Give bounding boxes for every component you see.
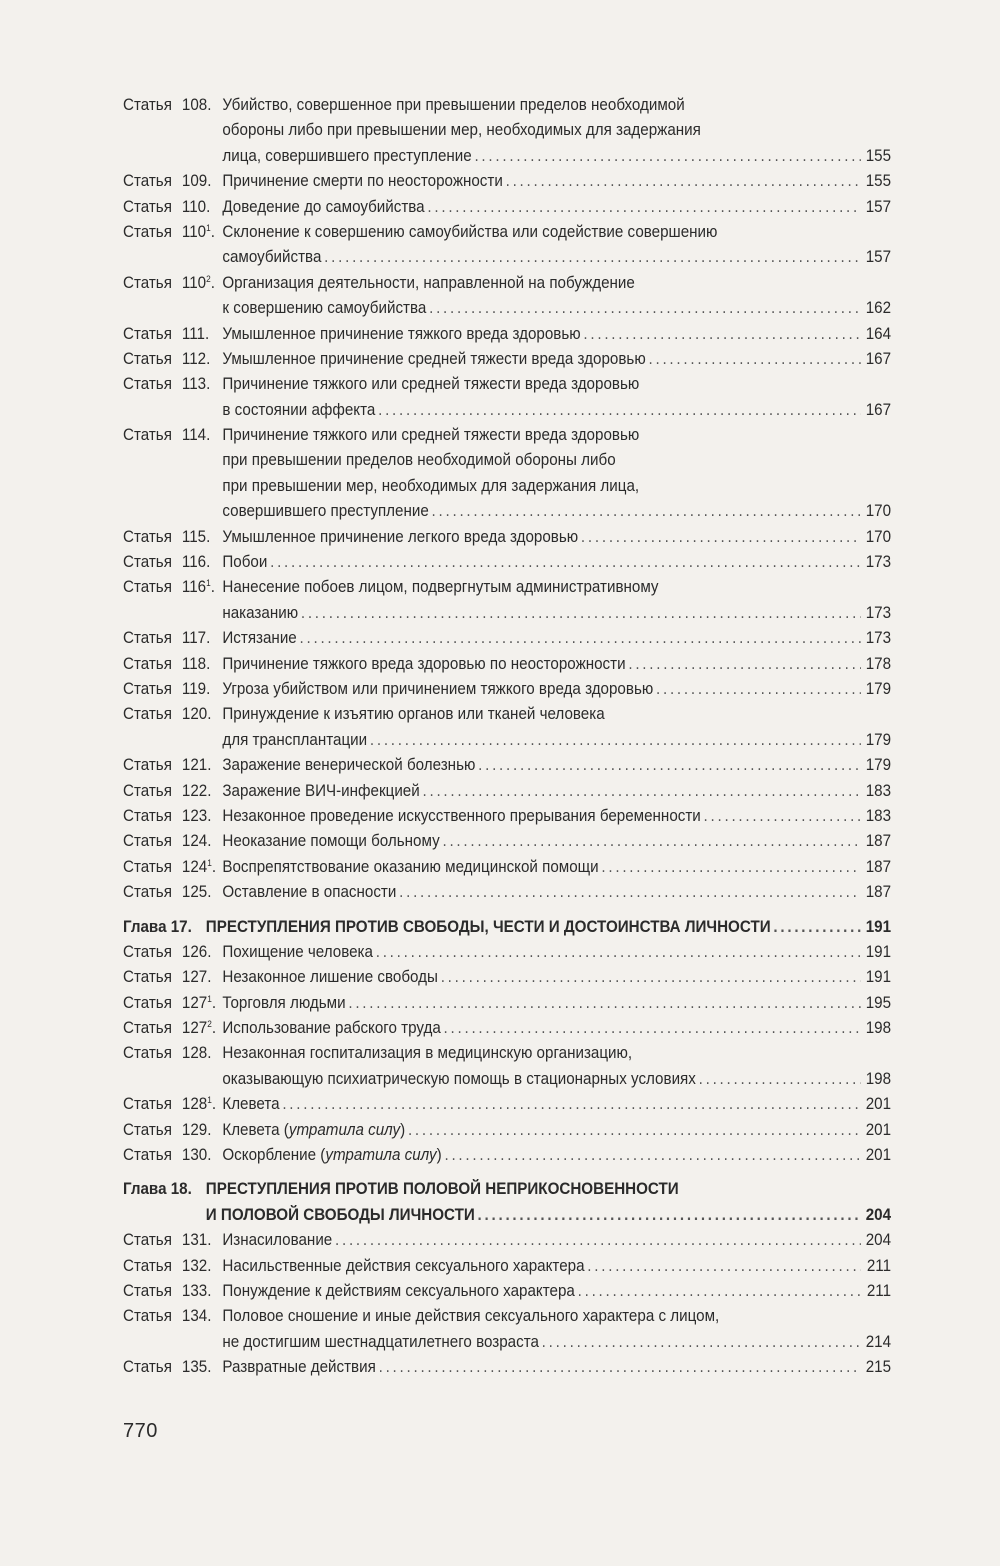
dot-leader — [408, 1118, 861, 1143]
toc-line — [123, 144, 891, 169]
article-title: Принуждение к изъятию органов или тканей человека — [222, 705, 605, 724]
toc-entry[interactable] — [123, 93, 891, 169]
article-title: Доведение до самоубийства — [222, 197, 425, 216]
dot-leader — [648, 347, 860, 372]
page-ref[interactable]: 201 — [865, 1120, 892, 1139]
article-title: Насильственные действия сексуального характера — [222, 1256, 585, 1275]
article-title: Нанесение побоев лицом, подвергнутым административному — [222, 578, 659, 597]
toc-entry[interactable] — [123, 575, 891, 626]
page-ref[interactable]: 178 — [865, 654, 892, 673]
article-label: Статья — [123, 781, 172, 800]
dot-leader — [506, 169, 861, 194]
dot-leader — [399, 880, 861, 905]
article-label: Статья — [123, 324, 172, 343]
article-number: 110. — [181, 197, 211, 216]
article-title: Убийство, совершенное при превышении пределов необходимой — [222, 96, 685, 114]
page-ref[interactable]: 164 — [865, 324, 892, 343]
article-title: Понуждение к действиям сексуального характера — [222, 1281, 575, 1300]
article-title: обороны либо при превышении мер, необходимых для задержания — [222, 121, 701, 140]
chapter-title: ПРЕСТУПЛЕНИЯ ПРОТИВ ПОЛОВОЙ НЕПРИКОСНОВЕННОСТИ — [205, 1180, 679, 1199]
toc-entry[interactable] — [123, 677, 891, 702]
page-ref[interactable]: 157 — [865, 248, 892, 267]
toc-line — [123, 220, 891, 245]
table-of-contents — [123, 93, 891, 1381]
dot-leader — [656, 677, 861, 702]
article-title: к совершению самоубийства — [222, 299, 427, 318]
article-label: Статья — [123, 968, 172, 987]
article-number-superscript: 1 — [207, 857, 212, 868]
article-label: Статья — [123, 1120, 172, 1139]
toc-entry[interactable] — [123, 195, 891, 220]
article-number-superscript: 1 — [206, 578, 211, 589]
toc-entry[interactable] — [123, 550, 891, 575]
chapter-label: Глава 17. — [123, 917, 192, 936]
toc-entry[interactable] — [123, 779, 891, 804]
dot-leader — [628, 652, 860, 677]
article-label: Статья — [123, 172, 172, 191]
article-label: Статья — [123, 1044, 172, 1063]
dot-leader — [773, 915, 860, 940]
dot-leader — [301, 601, 861, 626]
toc-line — [123, 322, 891, 347]
article-number: 126. — [181, 942, 212, 961]
dot-leader — [348, 991, 860, 1016]
article-title: при превышении пределов необходимой обороны либо — [222, 451, 616, 470]
toc-line — [123, 1143, 891, 1168]
dot-leader — [478, 1203, 861, 1228]
article-number: 118. — [181, 654, 211, 673]
toc-line — [123, 702, 891, 727]
page-ref[interactable]: 162 — [865, 299, 892, 318]
toc-entry[interactable] — [123, 829, 891, 854]
toc-entry[interactable] — [123, 1254, 891, 1279]
toc-entry[interactable] — [123, 271, 891, 322]
toc-entry[interactable] — [123, 1143, 891, 1168]
article-label: Статья — [123, 222, 172, 241]
article-title: Оставление в опасности — [222, 883, 397, 902]
article-number: 131. — [181, 1231, 212, 1250]
article-label: Статья — [123, 756, 172, 775]
article-title: Склонение к совершению самоубийства или содействие совершению — [222, 222, 718, 241]
toc-line — [123, 1041, 891, 1066]
page-ref[interactable]: 179 — [865, 756, 892, 775]
article-number: 121. — [181, 756, 212, 775]
article-number: 130. — [181, 1146, 212, 1165]
article-title: самоубийства — [222, 248, 322, 267]
toc-entry[interactable] — [123, 880, 891, 905]
toc-entry[interactable] — [123, 965, 891, 990]
page-ref[interactable]: 155 — [865, 172, 892, 191]
article-title: Клевета — [222, 1120, 280, 1139]
toc-entry[interactable] — [123, 626, 891, 651]
toc-entry[interactable] — [123, 652, 891, 677]
article-title: Использование рабского труда — [222, 1019, 441, 1038]
article-number: $124^1$. — [181, 857, 217, 876]
article-label: Статья — [123, 1358, 172, 1377]
toc-entry[interactable] — [123, 347, 891, 372]
page-ref[interactable]: 170 — [865, 502, 892, 521]
toc-entry[interactable] — [123, 702, 891, 753]
toc-entry[interactable] — [123, 1279, 891, 1304]
page-ref[interactable]: 211 — [866, 1281, 892, 1300]
article-label: Статья — [123, 654, 172, 673]
article-number: 124. — [181, 832, 212, 851]
toc-entry[interactable] — [123, 1355, 891, 1380]
toc-line — [123, 626, 891, 651]
article-number: 129. — [181, 1120, 212, 1139]
article-number: 125. — [181, 883, 212, 902]
dot-leader — [376, 940, 861, 965]
article-label: Статья — [123, 273, 172, 292]
article-label: Статья — [123, 426, 172, 445]
article-label: Статья — [123, 553, 172, 572]
dot-leader — [581, 525, 861, 550]
article-title: Развратные действия — [222, 1358, 376, 1377]
dot-leader — [270, 550, 861, 575]
page-ref[interactable]: 214 — [865, 1332, 892, 1351]
article-label: Статья — [123, 1281, 172, 1300]
page-ref[interactable]: 167 — [865, 349, 892, 368]
article-number: $127^2$. — [181, 1019, 217, 1038]
toc-entry[interactable] — [123, 1092, 891, 1117]
toc-line — [123, 677, 891, 702]
dot-leader — [370, 728, 861, 753]
page-ref[interactable]: 191 — [865, 917, 892, 936]
page-ref[interactable]: 215 — [865, 1358, 892, 1377]
article-title: Истязание — [222, 629, 297, 648]
page-ref[interactable]: 195 — [865, 993, 892, 1012]
article-label: Статья — [123, 679, 172, 698]
toc-entry[interactable] — [123, 525, 891, 550]
page-ref[interactable]: 183 — [865, 781, 892, 800]
dot-leader — [583, 322, 860, 347]
toc-line — [123, 991, 891, 1016]
article-title: Воспрепятствование оказанию медицинской помощи — [222, 857, 599, 876]
toc-line — [123, 398, 891, 423]
toc-line — [123, 372, 891, 397]
article-title: для трансплантации — [222, 730, 368, 749]
toc-line — [123, 1067, 891, 1092]
chapter-label: Глава 18. — [123, 1180, 192, 1199]
article-title: лица, совершившего преступление — [222, 146, 472, 165]
toc-line — [123, 93, 891, 118]
article-note-text: утратила силу — [288, 1120, 401, 1139]
toc-line — [123, 195, 891, 220]
page-ref[interactable]: 201 — [865, 1146, 892, 1165]
toc-entry[interactable] — [123, 1228, 891, 1253]
article-label: Статья — [123, 1231, 172, 1250]
page-ref[interactable]: 187 — [865, 883, 892, 902]
article-title: не достигшим шестнадцатилетнего возраста — [222, 1332, 539, 1351]
article-label: Статья — [123, 629, 172, 648]
article-label: Статья — [123, 705, 172, 724]
toc-entry[interactable] — [123, 1041, 891, 1092]
article-title: Заражение венерической болезнью — [222, 756, 476, 775]
toc-entry[interactable] — [123, 991, 891, 1016]
article-label: Статья — [123, 349, 172, 368]
article-number-superscript: 2 — [206, 273, 211, 284]
page-ref[interactable]: 211 — [866, 1256, 892, 1275]
toc-line — [123, 753, 891, 778]
article-title: Торговля людьми — [222, 993, 346, 1012]
toc-line — [123, 829, 891, 854]
article-number: $116^1$. — [181, 578, 215, 597]
dot-leader — [300, 626, 861, 651]
toc-line — [123, 601, 891, 626]
page-ref[interactable]: 167 — [865, 400, 892, 419]
article-title: Побои — [222, 553, 268, 572]
article-number: 108. — [181, 96, 212, 114]
toc-line — [123, 915, 891, 940]
toc-line — [123, 804, 891, 829]
article-number: 117. — [181, 629, 211, 648]
article-label: Статья — [123, 1019, 172, 1038]
toc-line — [123, 1330, 891, 1355]
toc-entry[interactable] — [123, 372, 891, 423]
article-number-superscript: 2 — [207, 1019, 212, 1030]
article-note-text: утратила силу — [325, 1146, 437, 1165]
article-label: Статья — [123, 1256, 172, 1275]
article-number: 115. — [181, 527, 211, 546]
toc-line — [123, 1279, 891, 1304]
article-title: Половое сношение и иные действия сексуального характера с лицом, — [222, 1307, 720, 1326]
article-label: Статья — [123, 883, 172, 902]
article-number: 109. — [181, 172, 212, 191]
article-label: Статья — [123, 1146, 172, 1165]
page-ref[interactable]: 198 — [865, 1069, 892, 1088]
page-ref[interactable]: 179 — [865, 679, 892, 698]
toc-line — [123, 423, 891, 448]
toc-line — [123, 728, 891, 753]
dot-leader — [542, 1330, 861, 1355]
article-number-superscript: 1 — [207, 1095, 212, 1106]
toc-entry[interactable] — [123, 1304, 891, 1355]
toc-line — [123, 1254, 891, 1279]
toc-entry[interactable] — [123, 423, 891, 525]
dot-leader — [699, 1067, 861, 1092]
dot-leader — [324, 245, 861, 270]
toc-entry[interactable] — [123, 1118, 891, 1143]
article-title: оказывающую психиатрическую помощь в стационарных условиях — [222, 1069, 696, 1088]
dot-leader — [704, 804, 861, 829]
toc-line — [123, 1092, 891, 1117]
toc-line — [123, 880, 891, 905]
article-title: Причинение тяжкого вреда здоровью по неосторожности — [222, 654, 626, 673]
article-label: Статья — [123, 1095, 172, 1114]
toc-line — [123, 1355, 891, 1380]
dot-leader — [427, 195, 860, 220]
article-number: $128^1$. — [181, 1095, 217, 1114]
dot-leader — [444, 1016, 861, 1041]
article-number: 128. — [181, 1044, 212, 1063]
article-title: в состоянии аффекта — [222, 400, 376, 419]
toc-line — [123, 575, 891, 600]
page-ref[interactable]: 170 — [865, 527, 892, 546]
article-label: Статья — [123, 806, 172, 825]
dot-leader — [335, 1228, 861, 1253]
toc-line — [123, 1118, 891, 1143]
article-number: 113. — [181, 375, 211, 394]
article-title: Умышленное причинение тяжкого вреда здоровью — [222, 324, 581, 343]
toc-line — [123, 652, 891, 677]
toc-line — [123, 1016, 891, 1041]
article-label: Статья — [123, 857, 172, 876]
page-ref[interactable]: 187 — [865, 857, 892, 876]
article-label: Статья — [123, 993, 172, 1012]
chapter-title: И ПОЛОВОЙ СВОБОДЫ ЛИЧНОСТИ — [205, 1205, 475, 1224]
page-ref[interactable]: 157 — [865, 197, 892, 216]
toc-entry[interactable] — [123, 753, 891, 778]
article-number: 111. — [181, 324, 210, 343]
article-number: $127^1$. — [181, 993, 217, 1012]
article-title: Умышленное причинение легкого вреда здоровью — [222, 527, 579, 546]
article-label: Статья — [123, 832, 172, 851]
toc-entry[interactable] — [123, 855, 891, 880]
page-ref[interactable]: 201 — [865, 1095, 892, 1114]
article-number: $110^1$. — [181, 222, 215, 241]
article-label: Статья — [123, 197, 172, 216]
toc-line — [123, 448, 891, 473]
toc-chapter[interactable] — [123, 1177, 891, 1228]
chapter-title: ПРЕСТУПЛЕНИЯ ПРОТИВ СВОБОДЫ, ЧЕСТИ И ДОСТОИНСТВА ЛИЧНОСТИ — [205, 917, 771, 936]
toc-line — [123, 245, 891, 270]
article-title: Незаконное лишение свободы — [222, 968, 438, 987]
page-ref[interactable]: 173 — [865, 603, 892, 622]
article-title: Незаконное проведение искусственного прерывания беременности — [222, 806, 701, 825]
toc-line — [123, 1304, 891, 1329]
toc-line — [123, 347, 891, 372]
toc-entry[interactable] — [123, 322, 891, 347]
article-number: 119. — [181, 679, 211, 698]
article-number: $110^2$. — [181, 273, 215, 292]
dot-leader — [429, 296, 861, 321]
article-number: 134. — [181, 1307, 212, 1326]
page-ref[interactable]: 198 — [865, 1019, 892, 1038]
article-title: Угроза убийством или причинением тяжкого вреда здоровью — [222, 679, 654, 698]
article-title: наказанию — [222, 603, 299, 622]
toc-line — [123, 1203, 891, 1228]
article-number-superscript: 1 — [206, 222, 211, 233]
dot-leader — [474, 144, 860, 169]
article-title: Заражение ВИЧ-инфекцией — [222, 781, 420, 800]
toc-entry[interactable] — [123, 220, 891, 271]
article-title: Изнасилование — [222, 1231, 333, 1250]
toc-line — [123, 525, 891, 550]
article-title: Причинение тяжкого или средней тяжести вреда здоровью — [222, 426, 640, 445]
dot-leader — [422, 779, 860, 804]
toc-chapter[interactable] — [123, 915, 891, 940]
toc-entry[interactable] — [123, 169, 891, 194]
article-number: 132. — [181, 1256, 212, 1275]
article-number: 116. — [181, 553, 211, 572]
article-title: при превышении мер, необходимых для задержания лица, — [222, 476, 640, 495]
toc-line — [123, 1177, 891, 1202]
dot-leader — [587, 1254, 860, 1279]
toc-entry[interactable] — [123, 804, 891, 829]
article-number: 135. — [181, 1358, 212, 1377]
article-label: Статья — [123, 578, 172, 597]
article-note: (утратила силу) — [279, 1120, 406, 1139]
article-title: Неоказание помощи больному — [222, 832, 440, 851]
page-ref[interactable]: 155 — [865, 146, 892, 165]
toc-line — [123, 940, 891, 965]
page-ref[interactable]: 204 — [865, 1231, 892, 1250]
dot-leader — [379, 1355, 861, 1380]
dot-leader — [441, 965, 861, 990]
article-title: Похищение человека — [222, 942, 373, 961]
article-number: 120. — [181, 705, 212, 724]
toc-line — [123, 1228, 891, 1253]
toc-line — [123, 965, 891, 990]
article-label: Статья — [123, 942, 172, 961]
article-title: Причинение смерти по неосторожности — [222, 172, 503, 191]
dot-leader — [432, 499, 861, 524]
toc-line — [123, 779, 891, 804]
dot-leader — [378, 398, 861, 423]
article-number: 122. — [181, 781, 212, 800]
article-note: (утратила силу) — [316, 1146, 442, 1165]
toc-line — [123, 499, 891, 524]
page-ref[interactable]: 183 — [865, 806, 892, 825]
page-ref[interactable]: 191 — [865, 968, 892, 987]
article-label: Статья — [123, 96, 172, 114]
article-title: Умышленное причинение средней тяжести вреда здоровью — [222, 349, 646, 368]
article-label: Статья — [123, 375, 172, 394]
toc-line — [123, 118, 891, 143]
article-number: 133. — [181, 1281, 212, 1300]
page-ref[interactable]: 187 — [865, 832, 892, 851]
toc-line — [123, 474, 891, 499]
page-number: 770 — [123, 1420, 158, 1442]
article-title: совершившего преступление — [222, 502, 429, 521]
page-ref[interactable]: 204 — [865, 1205, 892, 1224]
page-ref[interactable]: 173 — [865, 629, 892, 648]
article-title: Причинение тяжкого или средней тяжести вреда здоровью — [222, 375, 640, 394]
article-title: Организация деятельности, направленной на побуждение — [222, 273, 635, 292]
page-ref[interactable]: 179 — [865, 730, 892, 749]
article-number-superscript: 1 — [207, 993, 212, 1004]
page-ref[interactable]: 191 — [865, 942, 892, 961]
article-number: 127. — [181, 968, 212, 987]
article-label: Статья — [123, 527, 172, 546]
dot-leader — [478, 753, 861, 778]
dot-leader — [444, 1143, 860, 1168]
toc-line — [123, 169, 891, 194]
toc-line — [123, 296, 891, 321]
toc-line — [123, 855, 891, 880]
toc-line — [123, 550, 891, 575]
article-number: 114. — [181, 426, 211, 445]
dot-leader — [601, 855, 860, 880]
toc-entry[interactable] — [123, 1016, 891, 1041]
toc-line — [123, 271, 891, 296]
dot-leader — [578, 1279, 861, 1304]
article-title: Оскорбление — [222, 1146, 317, 1165]
page-ref[interactable]: 173 — [865, 553, 892, 572]
article-label: Статья — [123, 1307, 172, 1326]
article-title: Незаконная госпитализация в медицинскую организацию, — [222, 1044, 633, 1063]
dot-leader — [282, 1092, 860, 1117]
article-number: 123. — [181, 806, 212, 825]
dot-leader — [442, 829, 860, 854]
article-title: Клевета — [222, 1095, 280, 1114]
article-number: 112. — [181, 349, 211, 368]
toc-entry[interactable] — [123, 940, 891, 965]
